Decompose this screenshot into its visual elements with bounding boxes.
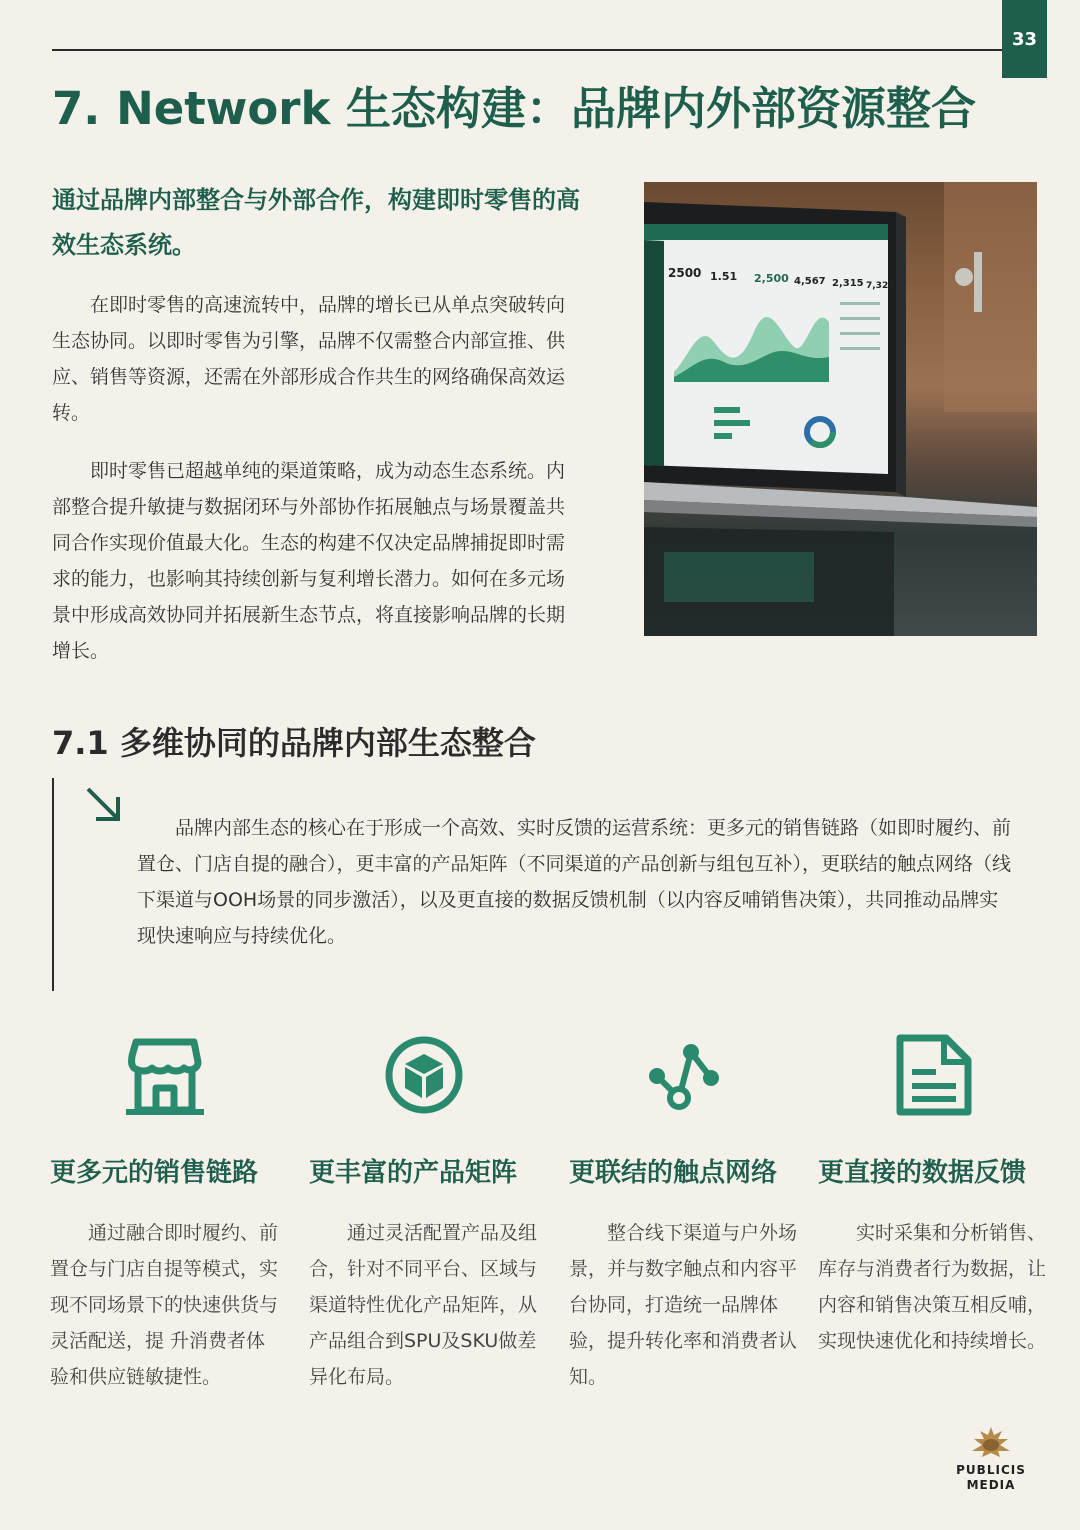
feature-product-matrix: [309, 1030, 549, 1395]
intro-paragraph-1: 在即时零售的高速流转中，品牌的增长已从单点突破转向生态协同。以即时零售为引擎，品牌不仅需整合内部宣推、供应、销售等资源，还需在外部形成合作共生的网络确保高效运转。: [52, 294, 566, 424]
section-text: 品牌内部生态的核心在于形成一个高效、实时反馈的运营系统：更多元的销售链路（如即时履约、前置仓、门店自提的融合），更丰富的产品矩阵（不同渠道的产品创新与组包互补），更联结的触点网络（线下渠道与OOH场景的同步激活），以及更直接的数据反馈机制（以内容反哺销售决策），共同推动品牌实现快速响应与持续优化。: [137, 817, 1012, 947]
store-icon: [124, 1034, 206, 1116]
logo-line-1: PUBLICIS: [956, 1463, 1026, 1477]
dash-number-1: 2500: [668, 266, 702, 280]
page-number: 33: [1011, 28, 1038, 50]
cube-icon: [383, 1034, 465, 1116]
feature-data-feedback: [818, 1030, 1058, 1359]
page-number-tab: [1002, 0, 1047, 78]
document-icon: [892, 1034, 974, 1116]
feature-touchpoint-network: [569, 1030, 809, 1395]
dash-number-4: 4,567: [794, 276, 826, 287]
section-title: 7.1 多维协同的品牌内部生态整合: [52, 724, 536, 762]
network-icon: [643, 1034, 725, 1116]
publicis-media-logo: [946, 1425, 1036, 1493]
top-rule: [52, 49, 1002, 51]
feature-sales-channels: [50, 1030, 290, 1395]
lion-crest-icon: [966, 1425, 1016, 1459]
feature-title: 更联结的触点网络: [569, 1158, 778, 1188]
feature-title: 更多元的销售链路: [50, 1158, 259, 1188]
section-vertical-rule: [52, 778, 54, 991]
intro-paragraph-2: 即时零售已超越单纯的渠道策略，成为动态生态系统。内部整合提升敏捷与数据闭环与外部协作拓展触点与场景覆盖共同合作实现价值最大化。生态的构建不仅决定品牌捕捉即时需求的能力，也影响其持续创新与复利增长潜力。如何在多元场景中形成高效协同并拓展新生态节点，将直接影响品牌的长期增长。: [52, 460, 566, 662]
feature-desc: 通过融合即时履约、前置仓与门店自提等模式，实现不同场景下的快速供货与灵活配送，提 升消费者体验和供应链敏捷性。: [50, 1222, 279, 1388]
feature-title: 更直接的数据反馈: [818, 1158, 1027, 1188]
logo-line-2: MEDIA: [966, 1478, 1016, 1492]
laptop-dashboard-photo: [644, 182, 1037, 636]
dash-number-5: 2,315: [832, 278, 864, 289]
laptop-illustration: [644, 182, 1037, 636]
page-title: 7. Network 生态构建：品牌内外部资源整合: [52, 82, 977, 135]
feature-title: 更丰富的产品矩阵: [309, 1158, 518, 1188]
feature-desc: 通过灵活配置产品及组合，针对不同平台、区域与渠道特性优化产品矩阵，从产品组合到SPU及SKU做差异化布局。: [309, 1222, 538, 1388]
dash-number-2: 1.51: [710, 270, 738, 283]
dash-number-3: 2,500: [754, 272, 789, 285]
feature-desc: 整合线下渠道与户外场景，并与数字触点和内容平台协同，打造统一品牌体验，提升转化率和消费者认知。: [569, 1222, 798, 1388]
arrow-down-right-icon: [84, 785, 124, 825]
page-subtitle: 通过品牌内部整合与外部合作，构建即时零售的高效生态系统。: [52, 186, 580, 259]
feature-desc: 实时采集和分析销售、库存与消费者行为数据，让内容和销售决策互相反哺，实现快速优化和持续增长。: [818, 1222, 1047, 1352]
dash-number-6: 7,325: [866, 281, 895, 291]
